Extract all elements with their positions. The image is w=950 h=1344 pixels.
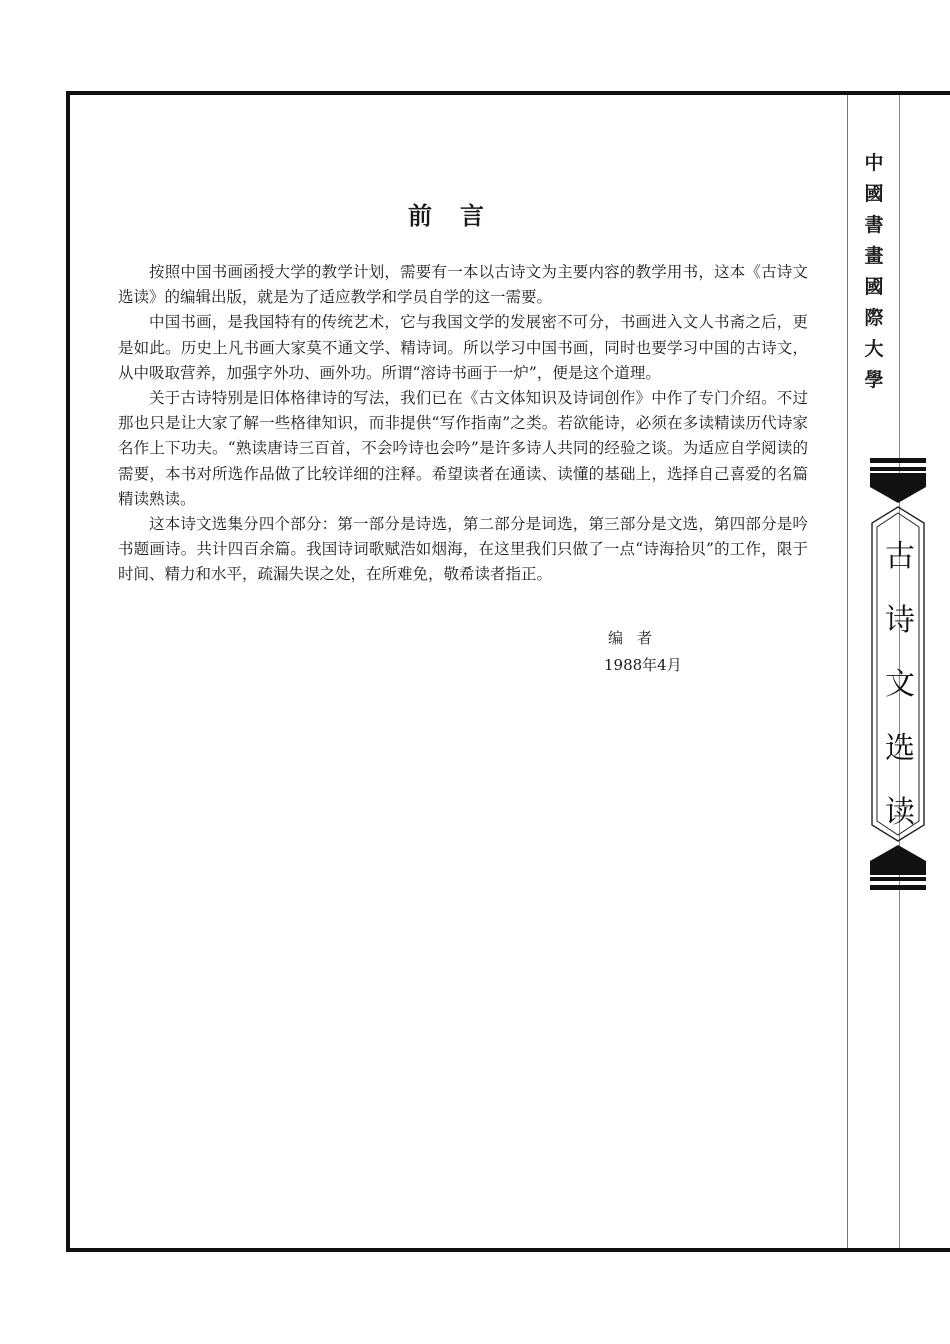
book-title-vertical — [878, 525, 922, 845]
university-char: 學 — [864, 369, 884, 391]
university-char: 書 — [864, 214, 884, 236]
book-title-char: 选 — [885, 731, 915, 766]
preface-paragraph-1: 按照中国书画函授大学的教学计划，需要有一本以古诗文为主要内容的教学用书，这本《古诗文选读》的编辑出版，就是为了适应教学和学员自学的这一需要。 — [118, 263, 808, 307]
preface-body — [118, 260, 808, 588]
frame-left-border — [66, 91, 70, 1252]
university-char: 畫 — [864, 245, 884, 267]
frame-bottom-border — [66, 1248, 950, 1252]
university-char: 中 — [864, 152, 884, 174]
author-signature: 编者 — [608, 629, 667, 647]
university-char: 國 — [864, 183, 884, 205]
book-title-char: 文 — [885, 667, 915, 702]
frame-right-divider — [847, 95, 848, 1248]
cartouche-bottom-bar-inner — [870, 877, 926, 881]
university-char: 際 — [864, 307, 884, 329]
university-char: 國 — [864, 276, 884, 298]
page-title: 前言 — [408, 201, 512, 230]
preface-date: 1988年4月 — [604, 656, 682, 674]
university-name-vertical — [856, 148, 892, 396]
frame-top-border — [66, 91, 950, 95]
book-title-char: 古 — [885, 539, 915, 574]
cartouche-top-bar — [870, 458, 926, 463]
preface-paragraph-4: 这本诗文选集分四个部分：第一部分是诗选，第二部分是词选，第三部分是文选，第四部分是吟书题画诗。共计四百余篇。我国诗词歌赋浩如烟海，在这里我们只做了一点“诗海拾贝”的工作，限于时间、精力和水平，疏漏失误之处，在所难免，敬希读者指正。 — [118, 515, 808, 584]
cartouche-top-bar-inner — [870, 467, 926, 471]
preface-paragraph-3: 关于古诗特别是旧体格律诗的写法，我们已在《古文体知识及诗词创作》中作了专门介绍。不过那也只是让大家了解一些格律知识，而非提供“写作指南”之类。若欲能诗，必须在多读精读历代诗家名作上下功夫。“熟读唐诗三百首，不会吟诗也会吟”是许多诗人共同的经验之谈。为适应自学阅读的需要，本书对所选作品做了比较详细的注释。希望读者在通读、读懂的基础上，选择自己喜爱的名篇精读熟读。 — [118, 389, 808, 508]
cartouche-bottom-bar — [870, 885, 926, 890]
preface-paragraph-2: 中国书画，是我国特有的传统艺术，它与我国文学的发展密不可分，书画进入文人书斋之后，更是如此。历史上凡书画大家莫不通文学、精诗词。所以学习中国书画，同时也要学习中国的古诗文，从中吸取营养，加强字外功、画外功。所谓“溶诗书画于一炉”，便是这个道理。 — [118, 313, 808, 382]
book-title-char: 读 — [885, 795, 915, 830]
university-char: 大 — [864, 338, 884, 360]
book-title-char: 诗 — [885, 603, 915, 638]
